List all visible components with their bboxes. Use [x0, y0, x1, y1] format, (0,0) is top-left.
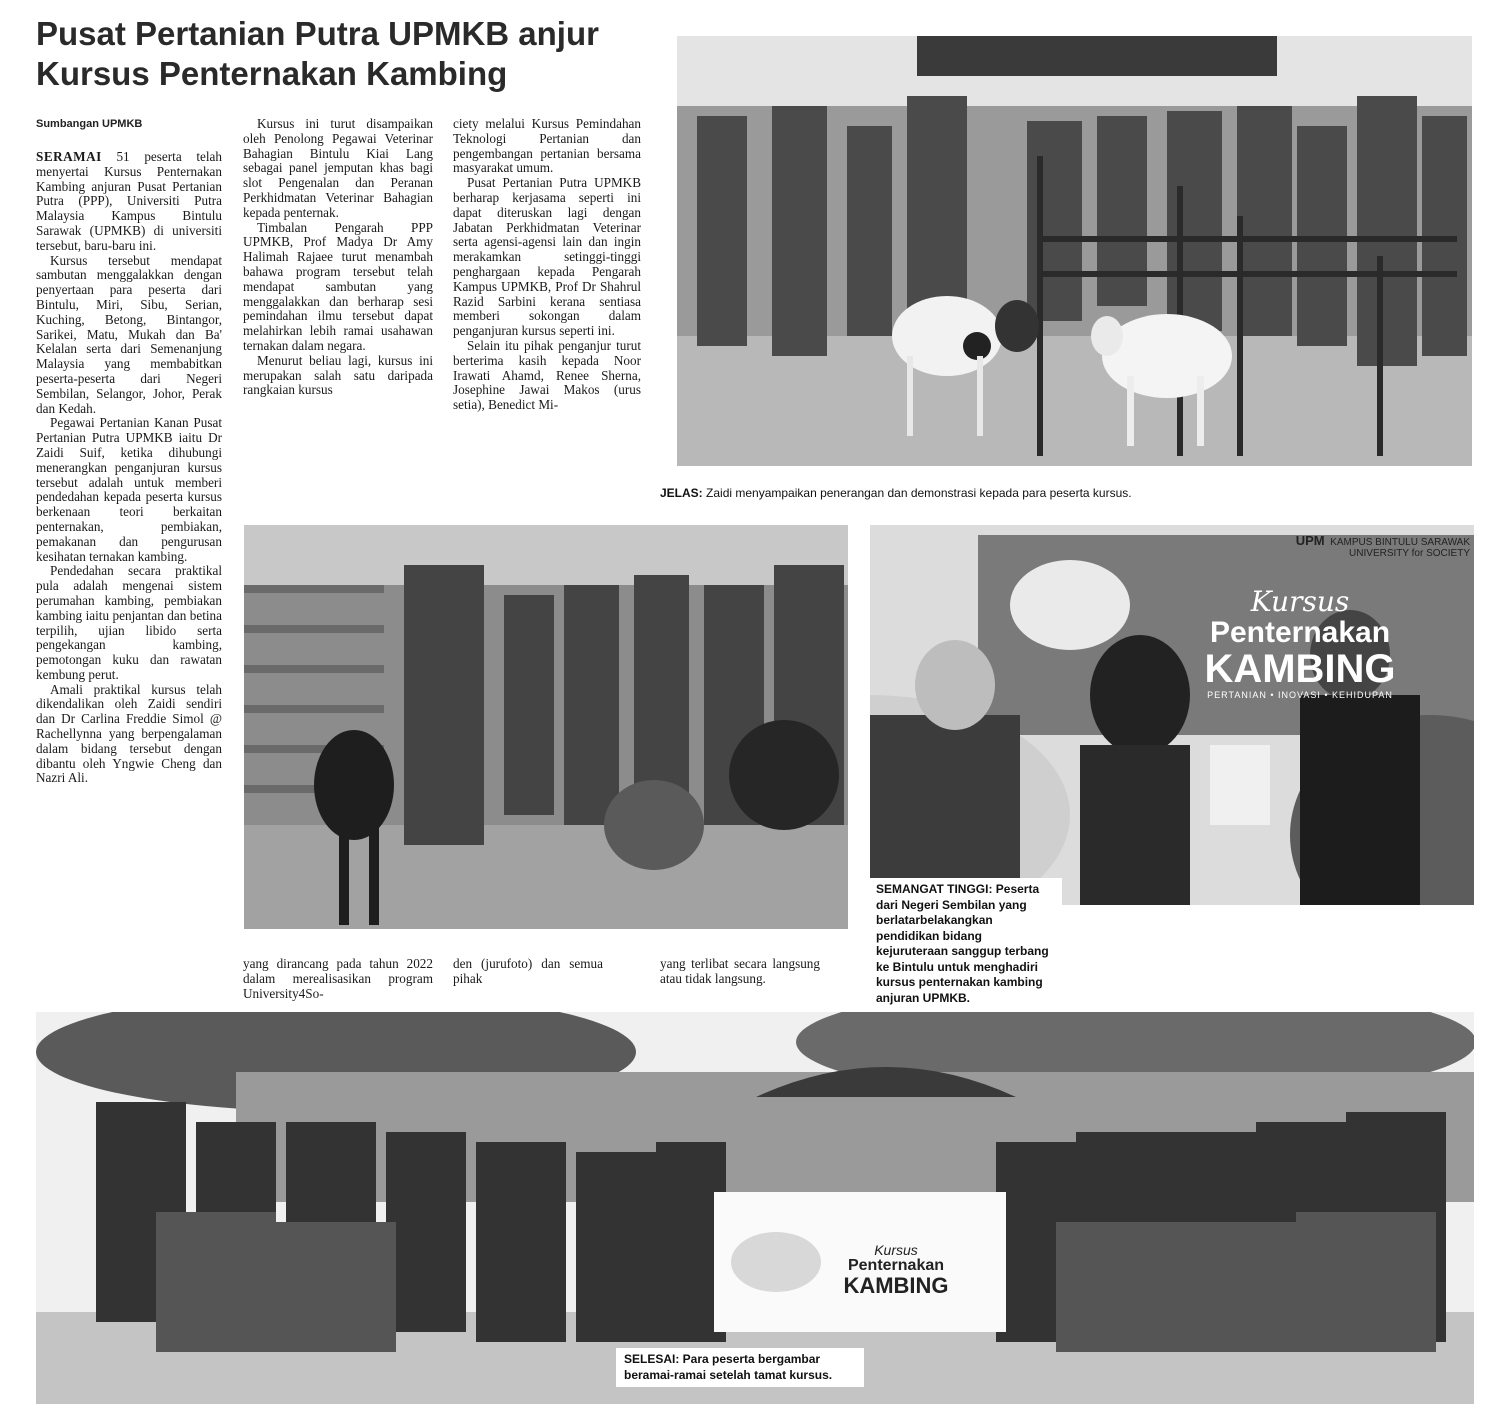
group-banner-script: Kursus [874, 1242, 918, 1258]
paragraph-1: SERAMAI 51 peserta telah menyertai Kursus Penternakan Kambing anjuran Pusat Pertanian Putra (PPP), Universiti Putra Malaysia Kampus Bintulu Sarawak (UPMKB) di universiti tersebut, baru-baru ini. [36, 149, 222, 253]
article-column-2-continued: yang dirancang pada tahun 2022 dalam merealisasikan program University4So- [243, 956, 433, 1001]
banner-kursus-penternakan-kambing [1130, 533, 1470, 700]
photo-instructor-with-goat [244, 525, 848, 929]
upm-logo: UPM [1295, 533, 1325, 548]
lead-word: SERAMAI [36, 149, 102, 164]
u4s-logo: UNIVERSITY for SOCIETY [1349, 548, 1470, 559]
caption-photo-1: JELAS: Zaidi menyampaikan penerangan dan demonstrasi kepada para peserta kursus. [660, 486, 1132, 500]
caption-tag: SEMANGAT TINGGI: [876, 882, 993, 896]
paragraph-6: Kursus ini turut disampaikan oleh Penolong Pegawai Veterinar Bahagian Bintulu Kiai Lang sebagai panel jemputan khas bagi slot Pengenalan dan Peranan Perkhidmatan Veterinar Bahagian kepada penternak. [243, 116, 433, 220]
banner-logos [1296, 533, 1470, 559]
caption-photo-4: SELESAI: Para peserta bergambar beramai-ramai setelah tamat kursus. [616, 1348, 864, 1387]
article-column-1 [36, 150, 222, 786]
banner-line-1: Penternakan [1209, 616, 1391, 649]
article-headline [36, 14, 666, 94]
paragraph-3: Pegawai Pertanian Kanan Pusat Pertanian Putra UPMKB iaitu Dr Zaidi Suif, ketika dihubungi menerangkan penganjuran kursus tersebut adalah untuk memberi pendedahan kepada peserta kursus berkenaan teori berkaitan penternakan, pembiakan, pemakanan dan pengurusan kesihatan ternakan kambing. [36, 415, 222, 564]
paragraph-5: Amali praktikal kursus telah dikendalikan oleh Zaidi sendiri dan Dr Carlina Freddie Simol @ Rachellynna yang berpengalaman dalam bidang tersebut dengan dibantu oleh Yngwie Cheng dan Nazri Ali. [36, 681, 222, 786]
paragraph-11: Selain itu pihak penganjur turut berterima kasih kepada Noor Irawati Ahamd, Renee Sherna, Josephine Jawai Makos (urus setia), Benedict Mi- [453, 337, 641, 413]
campus-logo: KAMPUS BINTULU SARAWAK [1330, 537, 1470, 548]
group-banner-line-1: Penternakan [847, 1257, 945, 1274]
photo-group-participants [36, 1012, 1474, 1404]
paragraph-2: Kursus tersebut mendapat sambutan menggalakkan dengan penyertaan para peserta dari Bintulu, Miri, Sibu, Serian, Kuching, Betong, Bintangor, Sarikei, Matu, Mukah dan Ba' Kelalan serta dari Semenanjung Malaysia yang membabitkan peserta-peserta dari Negeri Sembilan, Selangor, Johor, Perak dan Kedah. [36, 252, 222, 416]
article-column-3 [453, 117, 641, 413]
photo-goat-demonstration [677, 36, 1472, 466]
caption-photo-3: SEMANGAT TINGGI: Peserta dari Negeri Sembilan yang berlatarbelakangkan pendidikan bidang kejuruteraan sanggup terbang ke Bintulu untuk menghadiri kursus penternakan kambing anjuran UPMKB. [868, 878, 1062, 1010]
caption-tag: SELESAI: [624, 1352, 680, 1366]
paragraph-8: Menurut beliau lagi, kursus ini merupakan salah satu daripada rangkaian kursus [243, 352, 433, 398]
byline: Sumbangan UPMKB [36, 118, 143, 130]
group-banner [796, 1242, 996, 1298]
paragraph-7: Timbalan Pengarah PPP UPMKB, Prof Madya Dr Amy Halimah Rajaee turut menambah bahawa program tersebut telah mendapat sambutan yang menggalakkan dan berharap sesi pemindahan ilmu tersebut dapat melahirkan lebih ramai usahawan ternakan dalam negara. [243, 219, 433, 353]
article-column-4-continued: yang terlibat secara langsung atau tidak langsung. [660, 956, 820, 986]
article-column-2 [243, 117, 433, 398]
headline-line-2: Kursus Penternakan Kambing [36, 55, 508, 92]
headline-line-1: Pusat Pertanian Putra UPMKB anjur [36, 15, 599, 52]
group-banner-line-2: KAMBING [843, 1273, 949, 1298]
article-column-3-continued: den (jurufoto) dan semua pihak [453, 956, 603, 986]
banner-script-word: Kursus [1250, 585, 1350, 618]
paragraph-10: Pusat Pertanian Putra UPMKB berharap kerjasama seperti ini dapat diteruskan lagi dengan Jabatan Perkhidmatan Veterinar serta agensi-agensi lain dan ingin merakamkan setinggi-tinggi penghargaan kepada Pengarah Kampus UPMKB, Prof Dr Shahrul Razid Sarbini kerana sentiasa memberi sokongan dalam penganjuran kursus seperti ini. [453, 175, 641, 339]
banner-tagline: PERTANIAN • INOVASI • KEHIDUPAN [1207, 690, 1393, 700]
paragraph-9: ciety melalui Kursus Pemindahan Teknologi Pertanian dan pengembangan pertanian bersama masyarakat umum. [453, 116, 641, 176]
banner-line-2: KAMBING [1204, 647, 1396, 691]
caption-tag: JELAS: [660, 486, 703, 500]
paragraph-4: Pendedahan secara praktikal pula adalah mengenai sistem perumahan kambing, pembiakan kambing iaitu penjantan dan betina terpilih, ujian libido serta pengekangan kambing, pemotongan kuku dan rawatan kembung perut. [36, 563, 222, 682]
photo-certificate-presentation [870, 525, 1474, 905]
